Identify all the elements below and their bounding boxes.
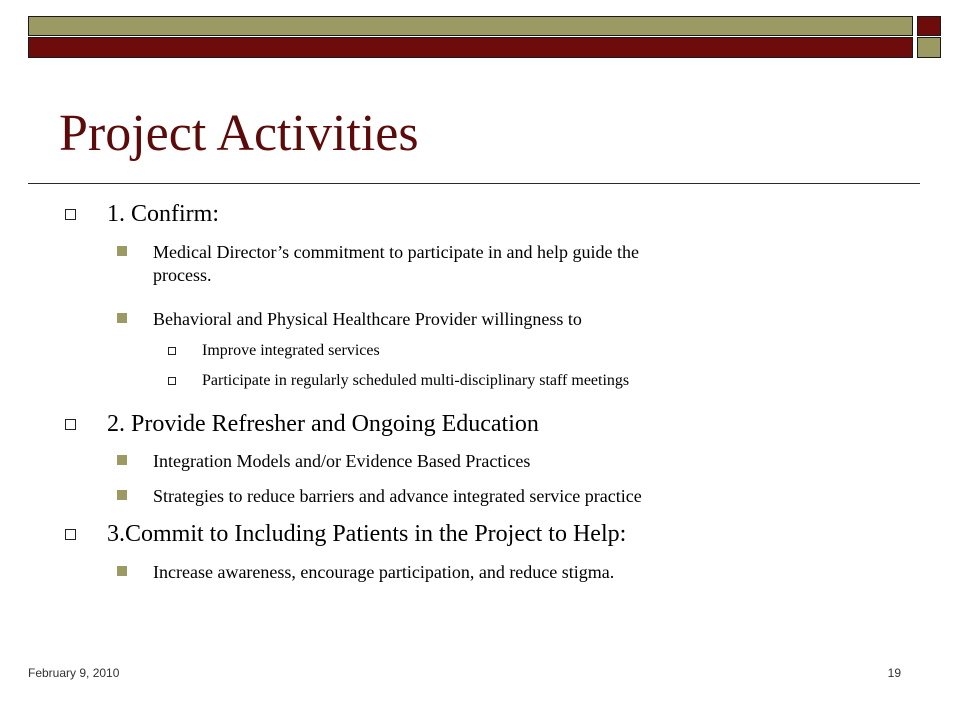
bullet-text: Strategies to reduce barriers and advance integrated service practice xyxy=(153,486,642,506)
filled-square-bullet-icon xyxy=(117,490,127,500)
filled-square-bullet-icon xyxy=(117,313,127,323)
sub-bullet-text: Participate in regularly scheduled multi-disciplinary staff meetings xyxy=(202,372,630,389)
hollow-square-bullet-icon xyxy=(65,419,76,430)
title-divider xyxy=(28,183,920,184)
bullet-text: Medical Director’s commitment to participate in and help guide the xyxy=(153,242,640,262)
hollow-square-subbullet-icon xyxy=(168,347,176,355)
slide-title: Project Activities xyxy=(59,105,419,162)
section-heading: 1. Confirm: xyxy=(107,201,219,227)
hollow-square-bullet-icon xyxy=(65,529,76,540)
section-heading: 3.Commit to Including Patients in the Project to Help: xyxy=(107,521,627,547)
sub-bullet-text: Improve integrated services xyxy=(202,342,380,359)
filled-square-bullet-icon xyxy=(117,566,127,576)
filled-square-bullet-icon xyxy=(117,246,127,256)
header-square-maroon xyxy=(917,16,941,36)
header-bar-maroon xyxy=(28,37,913,58)
filled-square-bullet-icon xyxy=(117,455,127,465)
section-heading: 2. Provide Refresher and Ongoing Education xyxy=(107,411,539,437)
bullet-text: Integration Models and/or Evidence Based Practices xyxy=(153,451,531,471)
hollow-square-subbullet-icon xyxy=(168,377,176,385)
bullet-text: Behavioral and Physical Healthcare Provider willingness to xyxy=(153,309,582,329)
header-bar-olive xyxy=(28,16,913,36)
bullet-text-continued: process. xyxy=(153,265,212,285)
hollow-square-bullet-icon xyxy=(65,209,76,220)
footer-date: February 9, 2010 xyxy=(28,666,120,680)
bullet-text: Increase awareness, encourage participation, and reduce stigma. xyxy=(153,562,615,582)
header-square-olive xyxy=(917,37,941,58)
footer-page-number: 19 xyxy=(887,666,901,680)
